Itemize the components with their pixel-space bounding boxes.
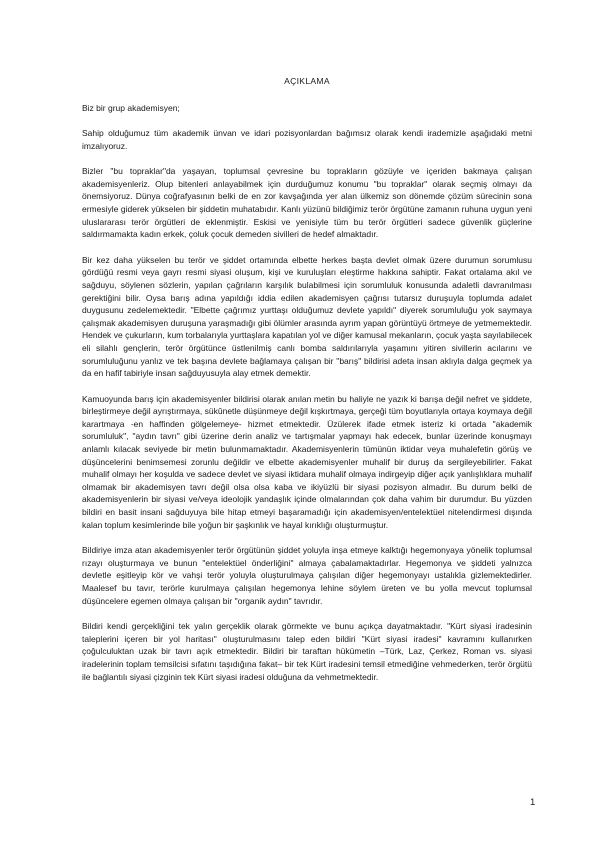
paragraph-3: Bir kez daha yükselen bu terör ve şiddet ortamında elbette herkes başta devlet olmak üzere durumun sorumlusu gördüğü resmi veya gayrı resmi siyasi oluşum, kişi ve kuruluşları eleştirme hakkına sahiptir. Fakat ortalama akıl ve sağduyu, söylenen sözlerin, yapılan çağrıların karşılık bulabilmesi için sorumluluk konusunda adaletli davranılması gerektiğini bilir. Oysa barış adına yapıldığı iddia edilen akademisyen çağrısı tutarsız duruşuyla toplumda adalet duygusunu zedelemektedir. "Elbette çağrımız yurttaşı olduğumuz devlete yapıldı" diyerek sorumluluğu yok saymaya çalışmak akademisyen duruşuna yaraşmadığı gibi ölümler arasında ayrım yapan görüntüyü örtmeye de yetmemektedir. Hendek ve çukurların, kum torbalarıyla yurttaşlara kapatılan yol ve diğer kamusal mekanların, çocuk yaşta sayılabilecek eli silahlı gençlerin, terör örgütünce üstlenilmiş canlı bomba saldırılarıyla yaşamını yitiren sivillerin acılarını ve sorumluluğunu yanlız ve tek başına devlete bağlamaya çalışan bir "barış" bildirisi adeta insan aklıyla dalga geçmek ya da en hafif tabiriyle insan sağduyusuyla alay etmek demektir.: [82, 254, 532, 379]
greeting-line: Biz bir grup akademisyen;: [82, 103, 180, 113]
paragraph-6: Bildiri kendi gerçekliğini tek yalın gerçeklik olarak görmekte ve bunu açıkça dayatmaktadır. "Kürt siyasi iradesinin taleplerini içeren bir yol haritası" oluşturulmasını talep eden bildiri "Kürt siyasi iradesi" kavramını kullanırken çoğulculuktan uzak bir tavrı açık etmektedir. Bildiri bir taraftan hükümetin –Türk, Laz, Çerkez, Roman vs. siyasi iradelerinin toplam temsilcisi sıfatını taşıdığına fakat– bir tek Kürt iradesini temsil etmediğine vehmederken, terör örgütü ile bağlantılı siyasi çizginin tek Kürt siyasi iradesi olduğuna da vehmetmektedir.: [82, 621, 532, 682]
paragraph-2: Bizler "bu topraklar"da yaşayan, toplumsal çevresine bu toprakların gözüyle ve içeriden bakmaya çalışan akademisyenleriz. Olup bitenleri anlayabilmek için durduğumuz konumu "bu topraklar" olarak seçmiş olmayı da önemsiyoruz. Dünya coğrafyasının belki de en zor kavşağında yer alan ülkemiz son dönemde çözüm sürecinin sona ermesiyle giderek yükselen bir şiddetin muhatabıdır. Kanlı yüzünü bildiğimiz terör örgütüne zamanın ruhuna uygun yeni uluslararası terör örgütleri de eklenmiştir. Eskisi ve yenisiyle tüm bu terör örgütleri sadece güvenlik güçlerine saldırmamakta kadın erkek, çoluk çocuk demeden sivilleri de hedef almaktadır.: [82, 166, 532, 240]
paragraph-4: Kamuoyunda barış için akademisyenler bildirisi olarak anılan metin bu haliyle ne yazık ki barışa değil nefret ve şiddete, birleştirmeye değil ayrıştırmaya, sükûnetle düşünmeye değil kışkırtmaya, gerçeği tüm boyutlarıyla ortaya koymaya değil karartmaya -en haffinden gölgelemeye- hizmet etmektedir. Üzülerek ifade etmek isteriz ki ortada "akademik sorumluluk", "aydın tavrı" gibi üzerine derin analiz ve tartışmalar yapmayı hak edecek, bunlar üzerinde konuşmayı anlamlı kılacak seviyede bir metin bulunmamaktadır. Akademisyenlerin tümünün iktidar veya muhalefetin görüş ve düşüncelerini benimsemesi zorunlu değildir ve elbette akademisyenler muhalif bir duruş da sergileyebilirler. Fakat muhalif olmayı her koşulda ve sadece devlet ve siyasi iktidara muhalif olmaya indirgeyip diğer açık yanlışlıklara muhalif olmamak bir akademisyen tavrı değil olsa olsa kaba ve ikiyüzlü bir siyasi pozisyon almadır. Bu durum belki de akademisyenlerin bir siyasi ve/veya ideolojik yandaşlık içinde olmalarından çok daha vahim bir durumdur. Bu yüzden bildiri en basit insani sağduyuya bile hitap etmeyi başaramadığı için akademisyen/entelektüel nitelendirmesi dışında kalan toplum kesimlerinde bile yoğun bir şaşkınlık ve hayal kırıklığı oluşturmuştur.: [82, 393, 532, 530]
paragraph-5: Bildiriye imza atan akademisyenler terör örgütünün şiddet yoluyla inşa etmeye kalktığı hegemonyaya yönelik toplumsal rızayı oluşturmaya ve bunun "entelektüel önderliğini" almaya çabalamaktadırlar. Hegemonya ve şiddeti yalnızca devletle eşitleyip kör ve vahşi terör yoluyla oluşturulmaya çalışılan diğer hegemonyayı ustalıkla gizlemektedirler. Maalesef bu tavır, terörle kurulmaya çalışılan hegemonya lehine söylem üreten ve bu yolla mevcut toplumsal düşüncelere egemen olmaya çalışan bir "organik aydın" tavrıdır.: [82, 545, 532, 606]
paragraph-1: Sahip olduğumuz tüm akademik ünvan ve idari pozisyonlardan bağımsız olarak kendi irademizle aşağıdaki metni imzalıyoruz.: [82, 128, 532, 151]
document-title: AÇIKLAMA: [284, 76, 330, 86]
document-body: [82, 76, 532, 696]
page-number: 1: [530, 797, 536, 808]
